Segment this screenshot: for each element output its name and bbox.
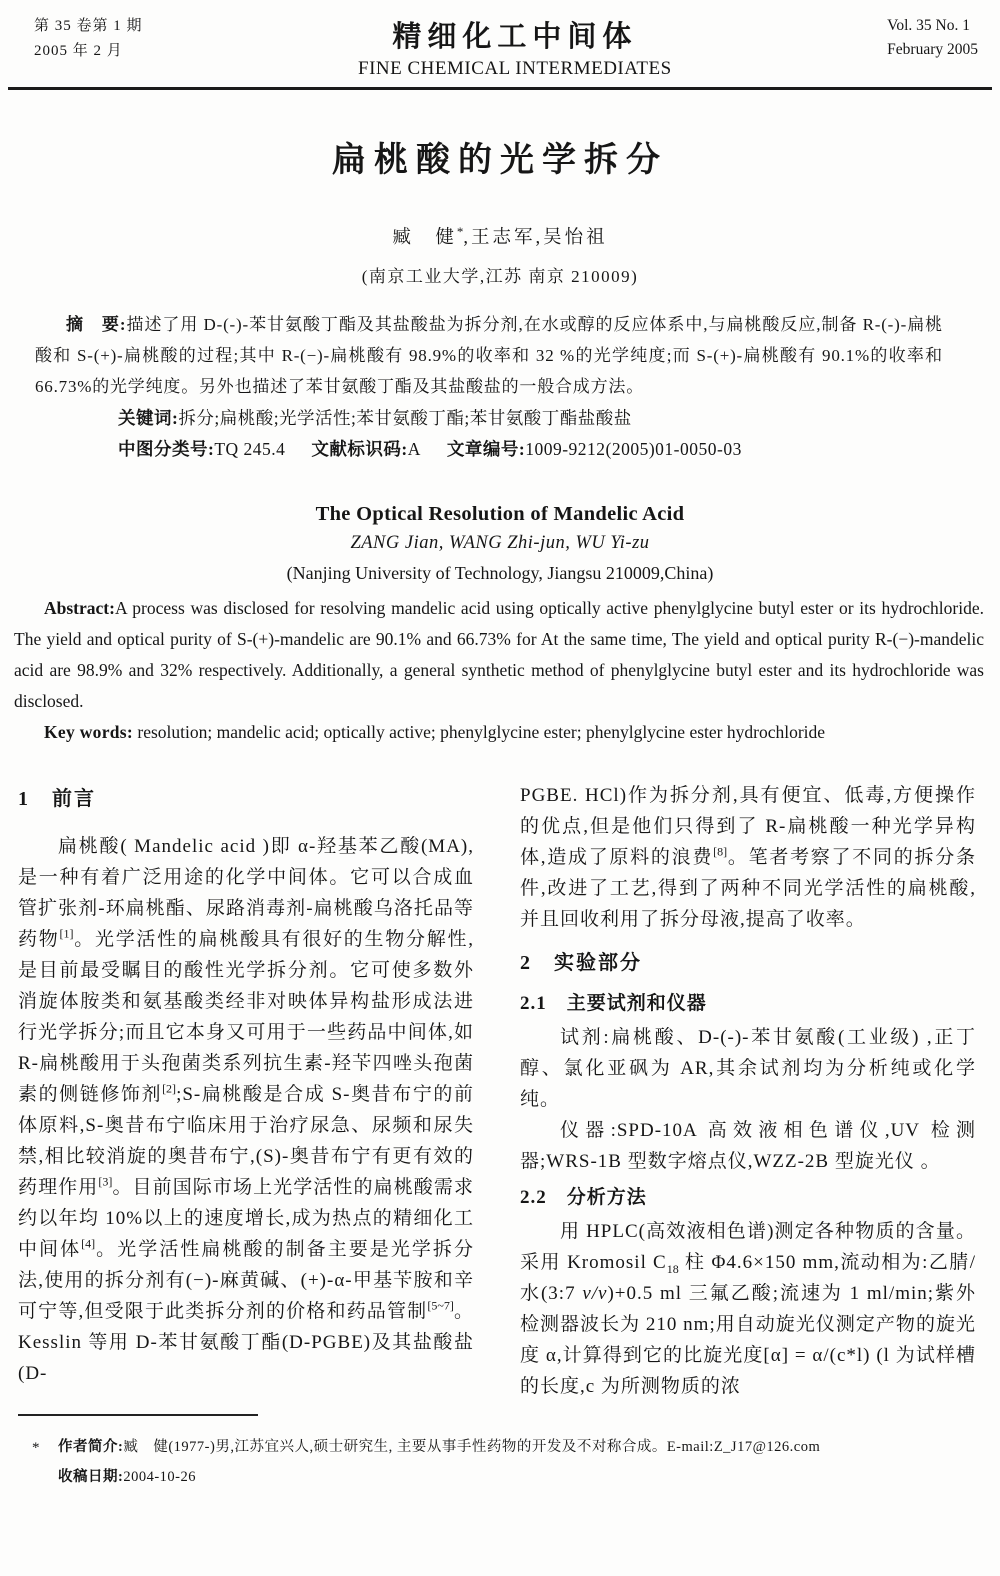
- abstract-text-cn: 描述了用 D-(-)-苯甘氨酸丁酯及其盐酸盐为拆分剂,在水或醇的反应体系中,与扁桃酸反应,制备 R-(-)-扁桃酸和 S-(+)-扁桃酸的过程;其中 R-(−)-扁桃酸有 98.9%的收率和 32 %的光学纯度;而 S-(+)-扁桃酸有 90.1%的收率和 66.73%的光学纯度。另外也描述了苯甘氨酸丁酯及其盐酸盐的一般合成方法。: [35, 315, 943, 396]
- received-date-label: 收稿日期:: [58, 1469, 124, 1485]
- issue-date-cn: 2005 年 2 月: [34, 43, 123, 59]
- affiliation-en: (Nanjing University of Technology, Jiangsu 210009,China): [286, 563, 714, 583]
- article-no-value: 1009-9212(2005)01-0050-03: [525, 439, 742, 459]
- journal-header: [0, 0, 1000, 80]
- classification-line: [118, 434, 960, 465]
- authors-en: ZANG Jian, WANG Zhi-jun, WU Yi-zu: [350, 533, 650, 553]
- section-2-1-heading: 2.1 主要试剂和仪器: [520, 993, 707, 1014]
- volume-number-en: Vol. 35 No. 1: [887, 17, 970, 34]
- instruments-paragraph: 仪器:SPD-10A 高效液相色谱仪,UV 检测器;WRS-1B 型数字熔点仪,WZZ-2B 型旋光仪 。: [520, 1120, 976, 1172]
- article-no-label: 文章编号:: [446, 439, 526, 459]
- journal-title-block: [358, 14, 672, 80]
- section-1-paragraph: 扁桃酸( Mandelic acid )即 α-羟基苯乙酸(MA),是一种有着广泛用途的化学中间体。它可以合成血管扩张剂-环扁桃酯、尿路消毒剂-扁桃酸乌洛托品等药物[1]。光学活性的扁桃酸具有很好的生物分解性,是目前最受瞩目的酸性光学拆分剂。它可使多数外消旋体胺类和氨基酸类经非对映体异构盐形成法进行光学拆分;而且它本身又可用于一些药品中间体,如 R-扁桃酸用于头孢菌类系列抗生素-羟苄四唑头孢菌素的侧链修饰剂[2];S-扁桃酸是合成 S-奥昔布宁的前体原料,S-奥昔布宁临床用于治疗尿急、尿频和尿失禁,相比较消旋的奥昔布宁,(S)-奥昔布宁有更有效的药理作用[3]。目前国际市场上光学活性的扁桃酸需求约以年均 10%以上的速度增长,成为热点的精细化工中间体[4]。光学活性扁桃酸的制备主要是光学拆分法,使用的拆分剂有(−)-麻黄碱、(+)-α-甲基苄胺和辛可宁等,但受限于此类拆分剂的价格和药品管制[5~7]。Kesslin 等用 D-苯甘氨酸丁酯(D-PGBE)及其盐酸盐(D-: [18, 836, 474, 1384]
- reagents-paragraph: 试剂:扁桃酸、D-(-)-苯甘氨酸(工业级) ,正丁醇、氯化亚砜为 AR,其余试剂均为分析纯或化学纯。: [520, 1027, 976, 1110]
- doc-code-value: A: [407, 439, 421, 459]
- affiliation-cn: (南京工业大学,江苏 南京 210009): [361, 267, 639, 286]
- received-date-line: [58, 1462, 958, 1492]
- article-title-en: The Optical Resolution of Mandelic Acid: [315, 503, 685, 525]
- doc-code-label: 文献标识码:: [311, 439, 408, 459]
- header-divider: [8, 87, 992, 90]
- author-bio-label: 作者简介:: [58, 1439, 124, 1455]
- journal-title-cn: 精细化工中间体: [392, 21, 638, 53]
- abstract-text-en: A process was disclosed for resolving mandelic acid using optically active phenylglycine butyl ester or its hydrochloride. The yield and optical purity of S-(+)-mandelic are 90.1% and 66.73% for At the same time, The yield and optical purity R-(−)-mandelic acid are 98.9% and 32% respectively. Additionally, a general synthetic method of phenylglycine butyl ester and its hydrochloride was disclosed.: [14, 598, 984, 711]
- footnote-divider: [18, 1414, 258, 1416]
- journal-title-en: FINE CHEMICAL INTERMEDIATES: [358, 58, 672, 79]
- body-columns: [18, 780, 976, 1402]
- section-2-2-heading: 2.2 分析方法: [520, 1187, 647, 1208]
- keywords-text-en: resolution; mandelic acid; optically active; phenylglycine ester; phenylglycine ester hydrochloride: [137, 722, 826, 742]
- issue-date-en: February 2005: [887, 41, 978, 58]
- abstract-en: [14, 593, 984, 717]
- footnote-marker: *: [32, 1440, 40, 1456]
- header-volume-block: [887, 14, 978, 62]
- issue-number-cn: 第 35 卷第 1 期: [34, 18, 143, 34]
- abstract-label-en: Abstract:: [44, 598, 115, 618]
- section-1-heading: 1 前言: [18, 788, 96, 810]
- clc-label: 中图分类号:: [118, 439, 215, 459]
- section-1-paragraph-continued: PGBE. HCl)作为拆分剂,具有便宜、低毒,方便操作的优点,但是他们只得到了 R-扁桃酸一种光学异构体,造成了原料的浪费[8]。笔者考察了不同的拆分条件,改进了工艺,得到了两种不同光学活性的扁桃酸,并且回收利用了拆分母液,提高了收率。: [520, 785, 976, 930]
- clc-value: TQ 245.4: [214, 439, 286, 459]
- abstract-label-cn: 摘 要:: [66, 315, 127, 334]
- left-column: [18, 780, 474, 1402]
- received-date-value: 2004-10-26: [123, 1469, 197, 1485]
- keywords-text-cn: 拆分;扁桃酸;光学活性;苯甘氨酸丁酯;苯甘氨酸丁酯盐酸盐: [178, 408, 632, 428]
- header-issue-block: [34, 14, 143, 64]
- abstract-cn: [35, 309, 943, 402]
- right-column: [520, 780, 976, 1402]
- keywords-cn: [118, 403, 960, 434]
- author-bio-line: [58, 1432, 958, 1462]
- footnote: [32, 1432, 958, 1492]
- section-2-heading: 2 实验部分: [520, 952, 642, 974]
- article-title-cn: 扁桃酸的光学拆分: [332, 142, 668, 179]
- keywords-label-en: Key words:: [44, 722, 134, 742]
- keywords-label-cn: 关键词:: [118, 408, 179, 428]
- keywords-en: [14, 717, 984, 748]
- author-bio-text: 臧 健(1977-)男,江苏宜兴人,硕士研究生, 主要从事手性药物的开发及不对称合成。E-mail:Z_J17@126.com: [123, 1439, 821, 1455]
- analysis-method-paragraph: 用 HPLC(高效液相色谱)测定各种物质的含量。采用 Kromosil $C_{18}$ 柱 Φ4.6×150 mm,流动相为:乙腈/水(3:7 v/v)+0.5 ml 三氟乙酸;流速为 1 ml/min;紫外检测器波长为 210 nm;用自动旋光仪测定产物的旋光度 α,计算得到它的比旋光度[α] = α/(c*l) (l 为试样槽的长度,c 为所测物质的浓: [520, 1221, 976, 1397]
- authors-cn: 臧 健*,王志军,吴怡祖: [392, 223, 608, 248]
